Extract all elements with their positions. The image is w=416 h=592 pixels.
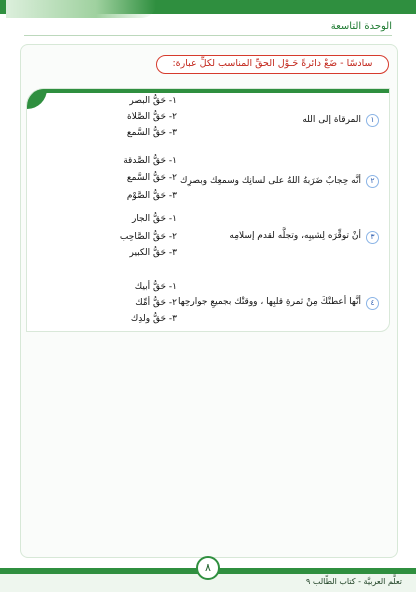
card-accent-bar bbox=[27, 89, 390, 93]
exercise-heading: سادسًا - ضَعْ دائرةً حَـوْل الحقِّ المناسب لكلِّ عبارة: bbox=[156, 55, 389, 74]
question-statement: أنَّه حِجابٌ ضَرَبهُ اللهُ على لسانِك وسمعِك وبصرِك bbox=[180, 176, 361, 186]
question-number: ٣ bbox=[366, 231, 379, 244]
answer-choice[interactable]: ٣- حَقُّ السَّمع bbox=[126, 128, 177, 138]
answer-choice[interactable]: ١- حَقُّ الصَّدقة bbox=[123, 156, 177, 166]
question-number: ٢ bbox=[366, 175, 379, 188]
header-divider bbox=[24, 35, 392, 36]
answer-choice[interactable]: ٢- حَقُّ السَّمع bbox=[126, 173, 177, 183]
answer-choice[interactable]: ١- حَقُّ أبيك bbox=[134, 282, 177, 292]
card-corner-decoration bbox=[27, 89, 47, 109]
question-number: ٤ bbox=[366, 297, 379, 310]
question-statement: أنَّها أعطتْكَ مِنْ ثمرةِ قلبِها ، ووقتْك بجميعِ جوارحِها bbox=[177, 297, 361, 307]
answer-choice[interactable]: ١- حَقُّ الجار bbox=[131, 214, 177, 224]
answer-choice[interactable]: ٣- حَقُّ ولدِك bbox=[130, 314, 177, 324]
answer-choice[interactable]: ٣- حَقُّ الصَّوْم bbox=[126, 191, 177, 201]
book-title: تعلَّم العربيَّة - كتاب الطّالب ٩ bbox=[306, 577, 402, 586]
decorative-ornament bbox=[6, 0, 156, 18]
answer-choice[interactable]: ٣- حَقُّ الكبير bbox=[129, 248, 177, 258]
answer-card bbox=[26, 88, 390, 332]
page-number: ٨ bbox=[196, 556, 220, 580]
question-statement: أنْ توقِّرَه لِشيبِه، وتجلَّه لقدم إسلامِه bbox=[229, 231, 361, 241]
answer-choice[interactable]: ٢- حَقُّ الصَّاحِب bbox=[119, 232, 177, 242]
answer-choice[interactable]: ١- حَقُّ البصر bbox=[129, 96, 177, 106]
question-statement: المرقاة إلى الله bbox=[302, 115, 361, 125]
question-number: ١ bbox=[366, 114, 379, 127]
answer-choice[interactable]: ٢- حَقُّ أمِّك bbox=[135, 298, 177, 308]
answer-choice[interactable]: ٢- حَقُّ الصَّلاة bbox=[126, 112, 177, 122]
unit-title: الوحدة التاسعة bbox=[330, 21, 392, 32]
